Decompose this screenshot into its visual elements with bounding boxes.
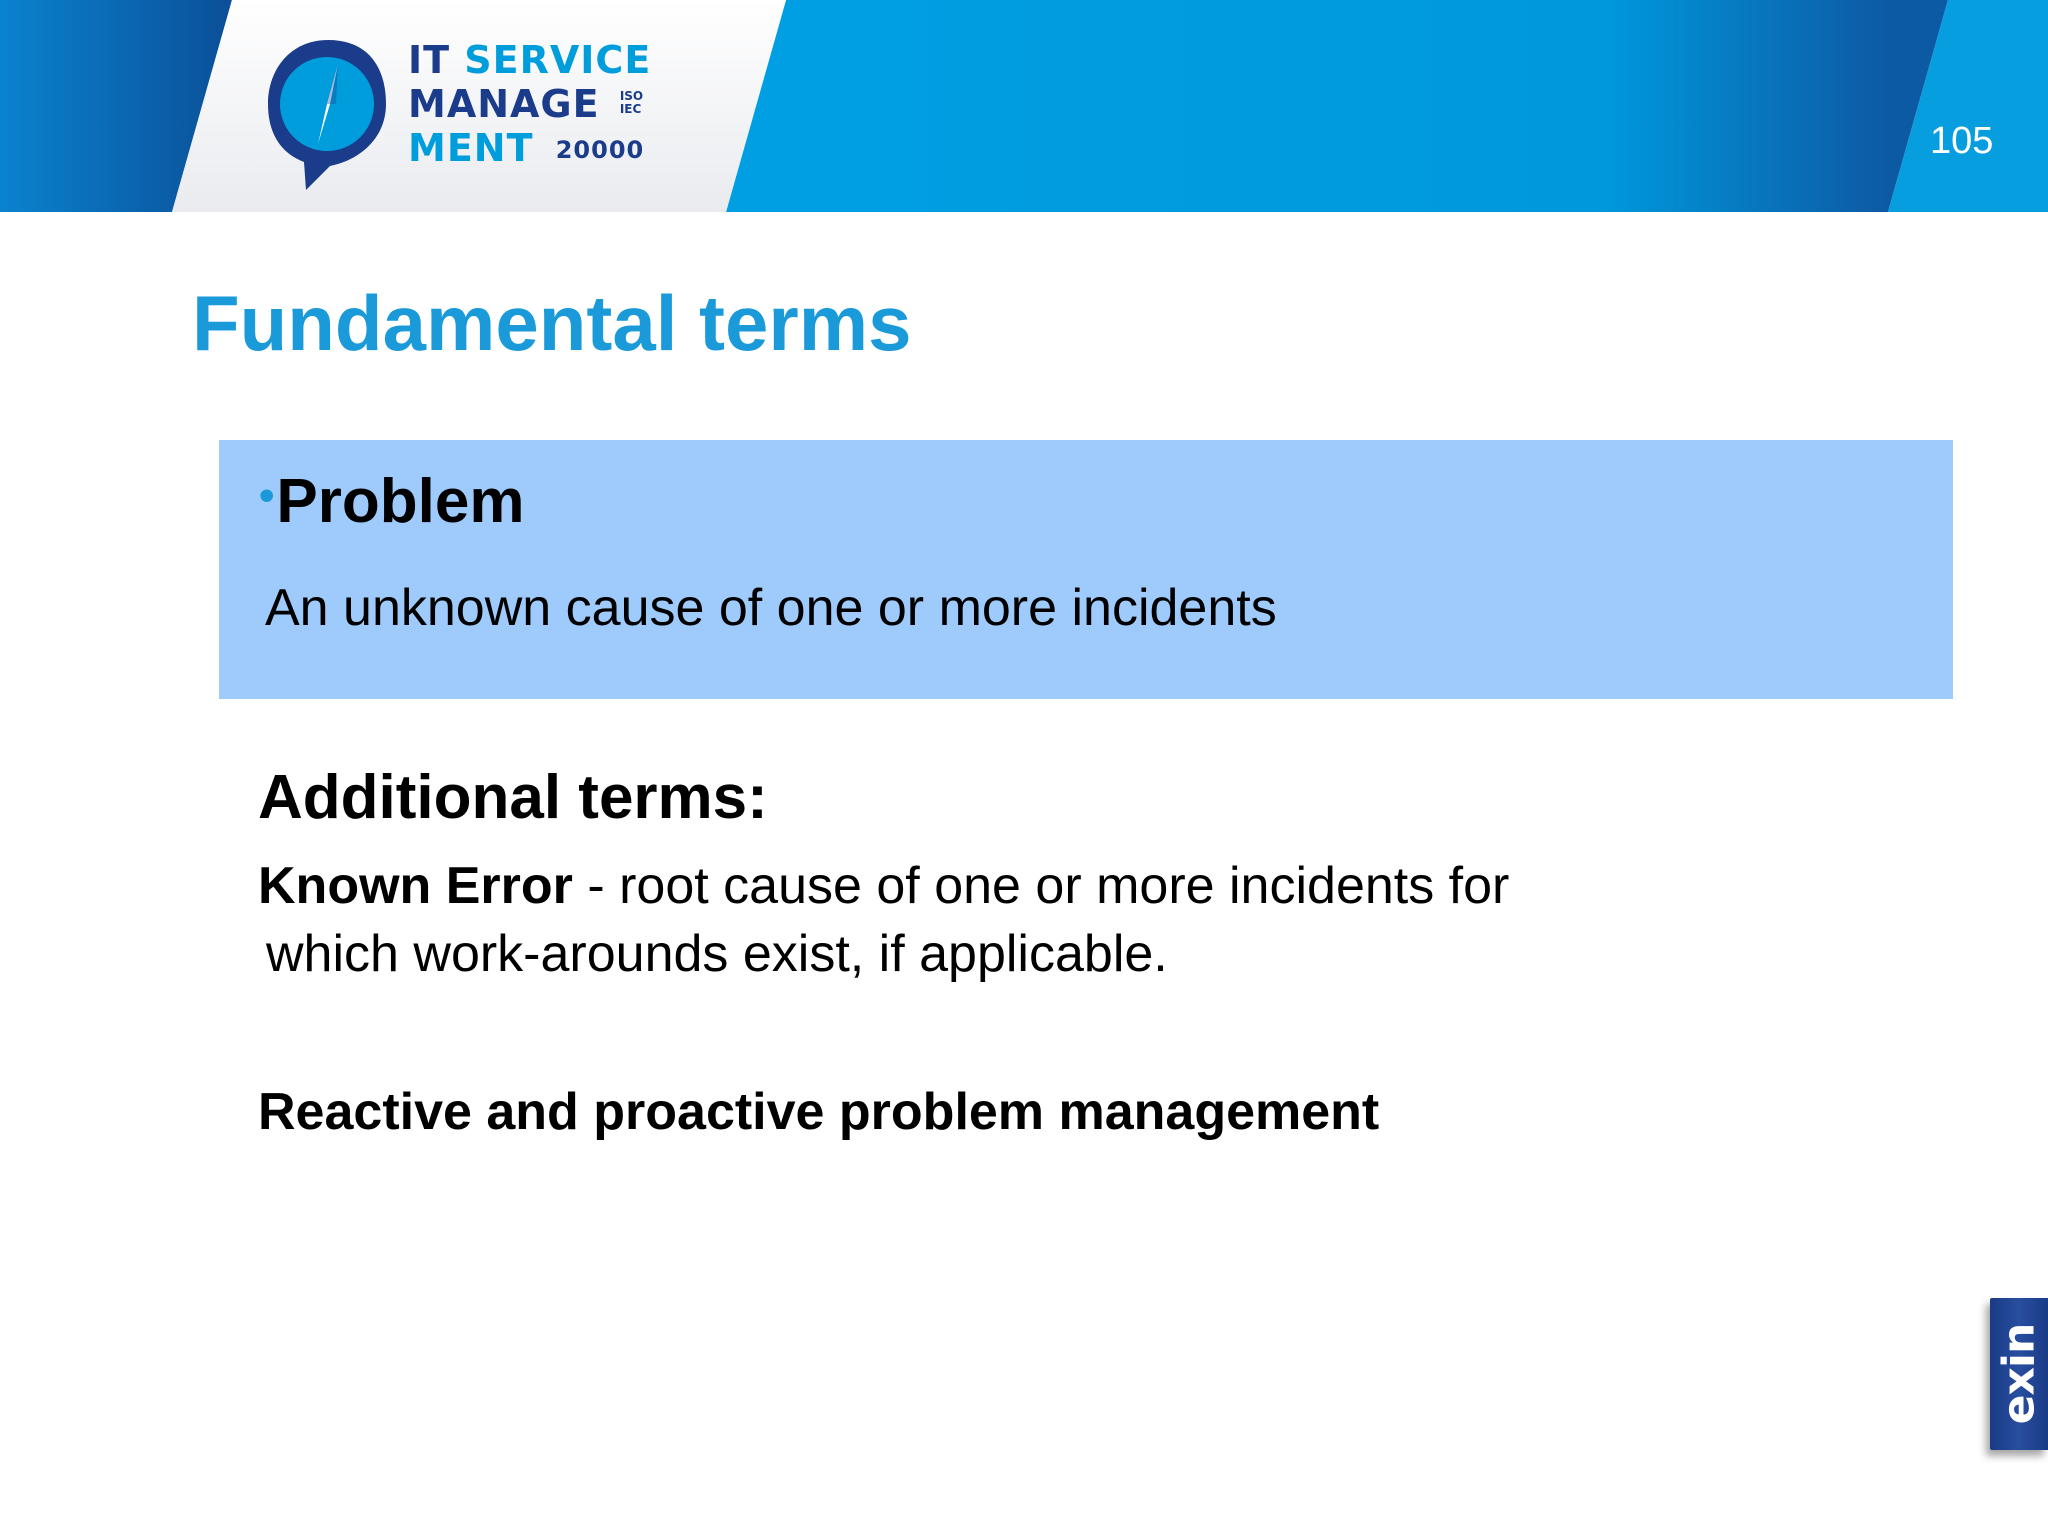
known-error-term: Known Error bbox=[258, 857, 573, 915]
logo-iec: IEC bbox=[619, 102, 642, 116]
logo-service: SERVICE bbox=[464, 38, 652, 82]
logo-iso: ISO bbox=[619, 89, 644, 103]
known-error-paragraph bbox=[258, 852, 1758, 988]
page-number: 105 bbox=[1930, 120, 1994, 162]
problem-term-label: Problem bbox=[276, 467, 525, 536]
logo-20000: 20000 bbox=[555, 136, 645, 164]
problem-term bbox=[259, 466, 524, 537]
logo-it: IT bbox=[408, 38, 451, 82]
header-banner bbox=[0, 0, 2048, 212]
additional-terms-heading: Additional terms: bbox=[258, 763, 768, 832]
known-error-line1: - root cause of one or more incidents for bbox=[572, 857, 1510, 915]
exin-logo bbox=[1990, 1298, 2048, 1450]
exin-logo-text: exin bbox=[1993, 1323, 2045, 1425]
known-error-line2: which work-arounds exist, if applicable. bbox=[266, 925, 1168, 983]
problem-definition-box bbox=[219, 440, 1953, 699]
logo-iso-iec bbox=[620, 90, 643, 116]
logo-ment: MENT bbox=[408, 126, 534, 170]
service-management-logo bbox=[408, 38, 651, 172]
problem-definition: An unknown cause of one or more incidents bbox=[265, 579, 1277, 637]
bullet-icon: • bbox=[259, 471, 275, 520]
slide-title: Fundamental terms bbox=[192, 279, 912, 367]
logo-manage: MANAGE bbox=[408, 82, 600, 126]
banner-graphic bbox=[0, 0, 2048, 212]
reactive-proactive-term: Reactive and proactive problem management bbox=[258, 1083, 1380, 1141]
